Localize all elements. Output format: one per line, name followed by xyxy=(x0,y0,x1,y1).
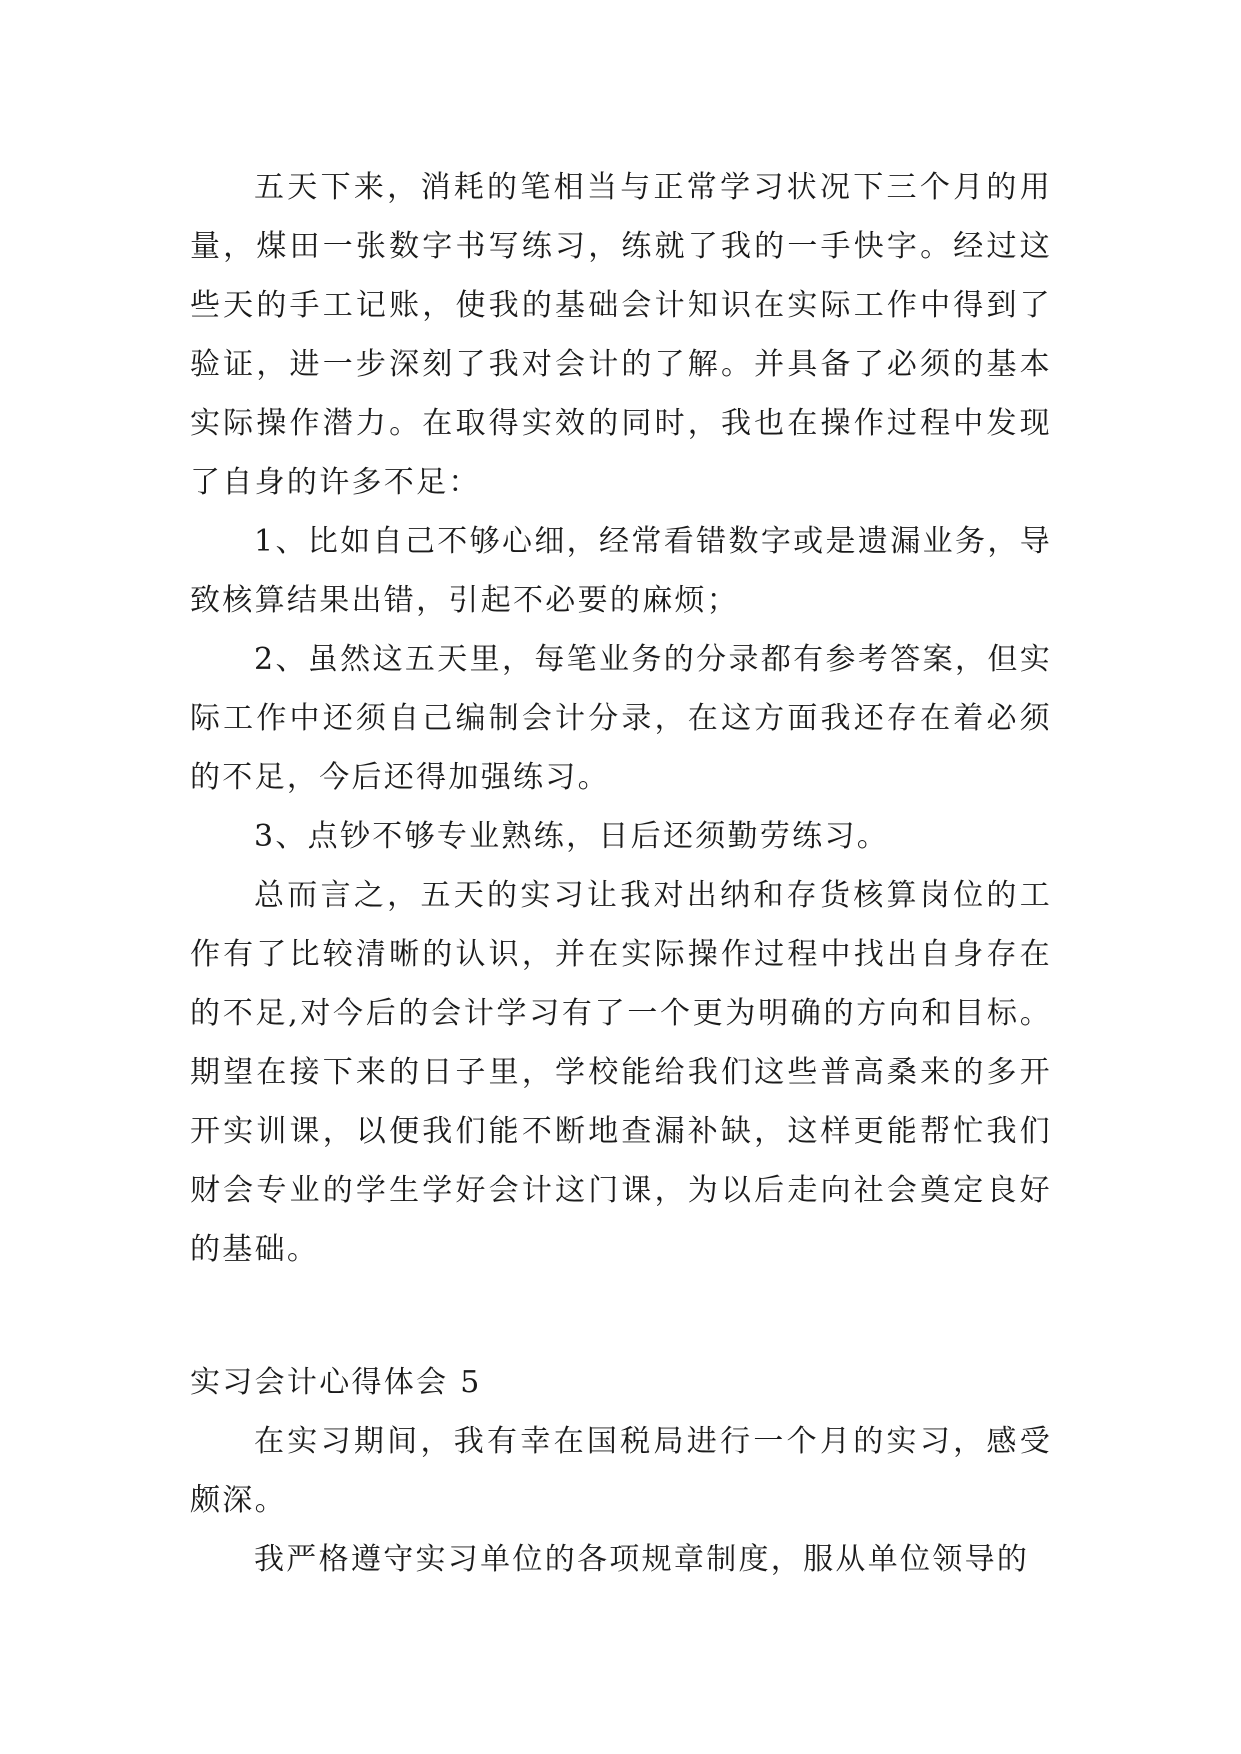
paragraph-point-2: 2、虽然这五天里，每笔业务的分录都有参考答案，但实际工作中还须自己编制会计分录，在这方面我还存在着必须的不足，今后还得加强练习。 xyxy=(190,642,1052,795)
paragraph-internship-rules: 我严格遵守实习单位的各项规章制度，服从单位领导的 xyxy=(254,1542,1030,1577)
document-body xyxy=(190,158,1052,1589)
paragraph-internship-intro: 在实习期间，我有幸在国税局进行一个月的实习，感受颇深。 xyxy=(190,1424,1052,1518)
paragraph-summary-of-practice: 五天下来，消耗的笔相当与正常学习状况下三个月的用量，煤田一张数字书写练习，练就了我的一手快字。经过这些天的手工记账，使我的基础会计知识在实际工作中得到了验证，进一步深刻了我对会计的了解。并具备了必须的基本实际操作潜力。在取得实效的同时，我也在操作过程中发现了自身的许多不足： xyxy=(190,170,1052,500)
paragraph-point-1: 1、比如自己不够心细，经常看错数字或是遗漏业务，导致核算结果出错，引起不必要的麻烦； xyxy=(190,524,1052,618)
section-heading: 实习会计心得体会 5 xyxy=(190,1365,482,1400)
paragraph-conclusion: 总而言之，五天的实习让我对出纳和存货核算岗位的工作有了比较清晰的认识，并在实际操作过程中找出自身存在的不足,对今后的会计学习有了一个更为明确的方向和目标。期望在接下来的日子里，学校能给我们这些普高桑来的多开开实训课，以便我们能不断地查漏补缺，这样更能帮忙我们财会专业的学生学好会计这门课，为以后走向社会奠定良好的基础。 xyxy=(190,878,1052,1267)
paragraph-point-3: 3、点钞不够专业熟练，日后还须勤劳练习。 xyxy=(254,819,890,854)
